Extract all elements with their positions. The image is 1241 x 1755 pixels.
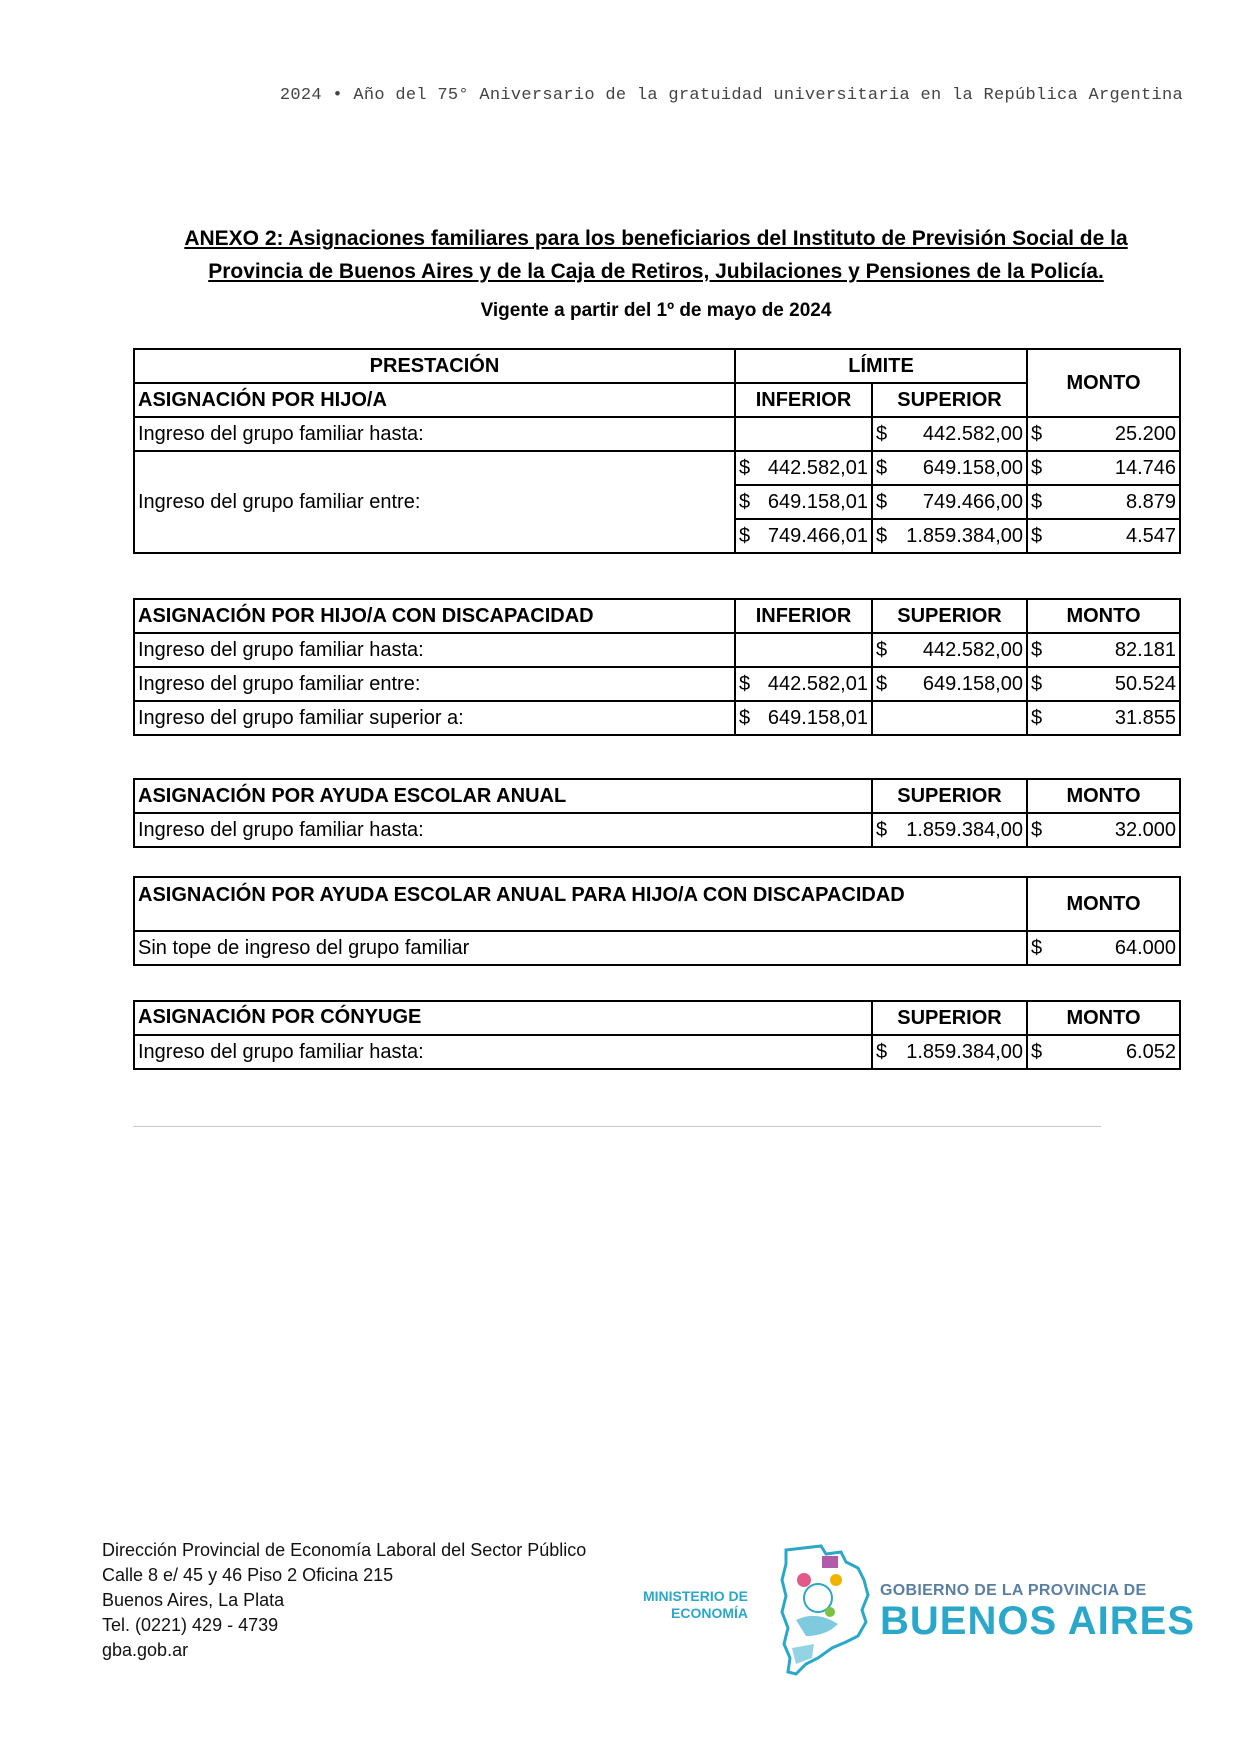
table-row bbox=[134, 667, 1180, 701]
monto-header: MONTO bbox=[1027, 349, 1180, 417]
row-label: Ingreso del grupo familiar hasta: bbox=[134, 417, 735, 451]
table-row bbox=[134, 931, 1180, 965]
monto-cell: $ 32.000 bbox=[1027, 813, 1180, 847]
table-header-row bbox=[134, 877, 1180, 931]
table-row bbox=[134, 701, 1180, 735]
monto-cell: $ 25.200 bbox=[1027, 417, 1180, 451]
row-label: Ingreso del grupo familiar hasta: bbox=[134, 633, 735, 667]
monto-cell: $ 64.000 bbox=[1027, 931, 1180, 965]
table-row bbox=[134, 417, 1180, 451]
table-ayuda-escolar-discapacidad bbox=[133, 876, 1181, 966]
superior-header: SUPERIOR bbox=[872, 779, 1027, 813]
table-row bbox=[134, 813, 1180, 847]
monto-cell: $ 8.879 bbox=[1027, 485, 1180, 519]
superior-header: SUPERIOR bbox=[872, 383, 1027, 417]
footer-website: gba.gob.ar bbox=[102, 1640, 189, 1660]
table-asignacion-hijo bbox=[133, 348, 1181, 554]
gov-line-2: BUENOS AIRES bbox=[880, 1599, 1196, 1643]
section-title: ASIGNACIÓN POR AYUDA ESCOLAR ANUAL PARA HIJO/A CON DISCAPACIDAD bbox=[134, 877, 1027, 931]
inferior-header: INFERIOR bbox=[735, 599, 872, 633]
monto-cell: $ 50.524 bbox=[1027, 667, 1180, 701]
table-ayuda-escolar bbox=[133, 778, 1181, 848]
inferior-cell bbox=[735, 417, 872, 451]
table-header-row bbox=[134, 349, 1180, 383]
table-row bbox=[134, 451, 1180, 485]
document-title bbox=[133, 222, 1179, 288]
inferior-cell: $ 649.158,01 bbox=[735, 485, 872, 519]
row-label: Sin tope de ingreso del grupo familiar bbox=[134, 931, 1027, 965]
title-line-2: Provincia de Buenos Aires y de la Caja de Retiros, Jubilaciones y Pensiones de la Policía. bbox=[208, 260, 1104, 283]
inferior-cell: $ 649.158,01 bbox=[735, 701, 872, 735]
government-brand bbox=[880, 1582, 1195, 1642]
monto-cell: $ 6.052 bbox=[1027, 1035, 1180, 1069]
title-line-1: ANEXO 2: Asignaciones familiares para los beneficiarios del Instituto de Previsión Social de la bbox=[184, 227, 1128, 250]
monto-header: MONTO bbox=[1027, 1001, 1180, 1035]
row-label: Ingreso del grupo familiar hasta: bbox=[134, 1035, 872, 1069]
table-conyuge bbox=[133, 1000, 1181, 1070]
superior-header: SUPERIOR bbox=[872, 599, 1027, 633]
table-header-row bbox=[134, 599, 1180, 633]
section-title: ASIGNACIÓN POR CÓNYUGE bbox=[134, 1001, 872, 1035]
gov-line-1: GOBIERNO DE LA PROVINCIA DE bbox=[880, 1582, 1147, 1599]
ministry-line-2: ECONOMÍA bbox=[671, 1605, 748, 1621]
row-label: Ingreso del grupo familiar superior a: bbox=[134, 701, 735, 735]
superior-cell: $ 442.582,00 bbox=[872, 417, 1027, 451]
ministry-line-1: MINISTERIO DE bbox=[642, 1588, 748, 1604]
monto-cell: $ 82.181 bbox=[1027, 633, 1180, 667]
superior-cell: $ 749.466,00 bbox=[872, 485, 1027, 519]
row-label: Ingreso del grupo familiar entre: bbox=[134, 667, 735, 701]
section-title: ASIGNACIÓN POR HIJO/A bbox=[134, 383, 735, 417]
monto-cell: $ 4.547 bbox=[1027, 519, 1180, 553]
superior-cell: $ 649.158,00 bbox=[872, 451, 1027, 485]
section-title: ASIGNACIÓN POR HIJO/A CON DISCAPACIDAD bbox=[134, 599, 735, 633]
superior-cell: $ 442.582,00 bbox=[872, 633, 1027, 667]
limite-header: LÍMITE bbox=[735, 349, 1027, 383]
section-title: ASIGNACIÓN POR AYUDA ESCOLAR ANUAL bbox=[134, 779, 872, 813]
monto-header: MONTO bbox=[1027, 599, 1180, 633]
table-subheader-row bbox=[134, 383, 1180, 417]
header-commemoration: 2024 • Año del 75° Aniversario de la gratuidad universitaria en la República Argentina bbox=[279, 86, 1183, 105]
monto-cell: $ 31.855 bbox=[1027, 701, 1180, 735]
footer-city: Buenos Aires, La Plata bbox=[102, 1590, 285, 1610]
prestacion-header: PRESTACIÓN bbox=[134, 349, 735, 383]
footer-phone: Tel. (0221) 429 - 4739 bbox=[102, 1615, 279, 1635]
monto-header: MONTO bbox=[1027, 779, 1180, 813]
table-row bbox=[134, 633, 1180, 667]
footer-office: Dirección Provincial de Economía Laboral del Sector Público bbox=[102, 1540, 587, 1560]
table-asignacion-hijo-discapacidad bbox=[133, 598, 1181, 736]
inferior-cell: $ 442.582,01 bbox=[735, 451, 872, 485]
footer-address bbox=[102, 1538, 586, 1663]
table-header-row bbox=[134, 779, 1180, 813]
table-row bbox=[134, 1035, 1180, 1069]
row-label: Ingreso del grupo familiar entre: bbox=[134, 451, 735, 553]
superior-cell: $ 649.158,00 bbox=[872, 667, 1027, 701]
footer-street: Calle 8 e/ 45 y 46 Piso 2 Oficina 215 bbox=[102, 1565, 394, 1585]
inferior-cell: $ 749.466,01 bbox=[735, 519, 872, 553]
monto-header: MONTO bbox=[1027, 877, 1180, 931]
table-header-row bbox=[134, 1001, 1180, 1035]
separator-line bbox=[133, 1126, 1101, 1127]
row-label: Ingreso del grupo familiar hasta: bbox=[134, 813, 872, 847]
superior-cell bbox=[872, 701, 1027, 735]
superior-cell: $ 1.859.384,00 bbox=[872, 519, 1027, 553]
inferior-header: INFERIOR bbox=[735, 383, 872, 417]
superior-cell: $ 1.859.384,00 bbox=[872, 813, 1027, 847]
province-map-logo-icon bbox=[766, 1540, 876, 1680]
superior-header: SUPERIOR bbox=[872, 1001, 1027, 1035]
ministry-label bbox=[628, 1588, 748, 1622]
document-subtitle: Vigente a partir del 1º de mayo de 2024 bbox=[480, 300, 832, 321]
superior-cell: $ 1.859.384,00 bbox=[872, 1035, 1027, 1069]
monto-cell: $ 14.746 bbox=[1027, 451, 1180, 485]
inferior-cell: $ 442.582,01 bbox=[735, 667, 872, 701]
inferior-cell bbox=[735, 633, 872, 667]
